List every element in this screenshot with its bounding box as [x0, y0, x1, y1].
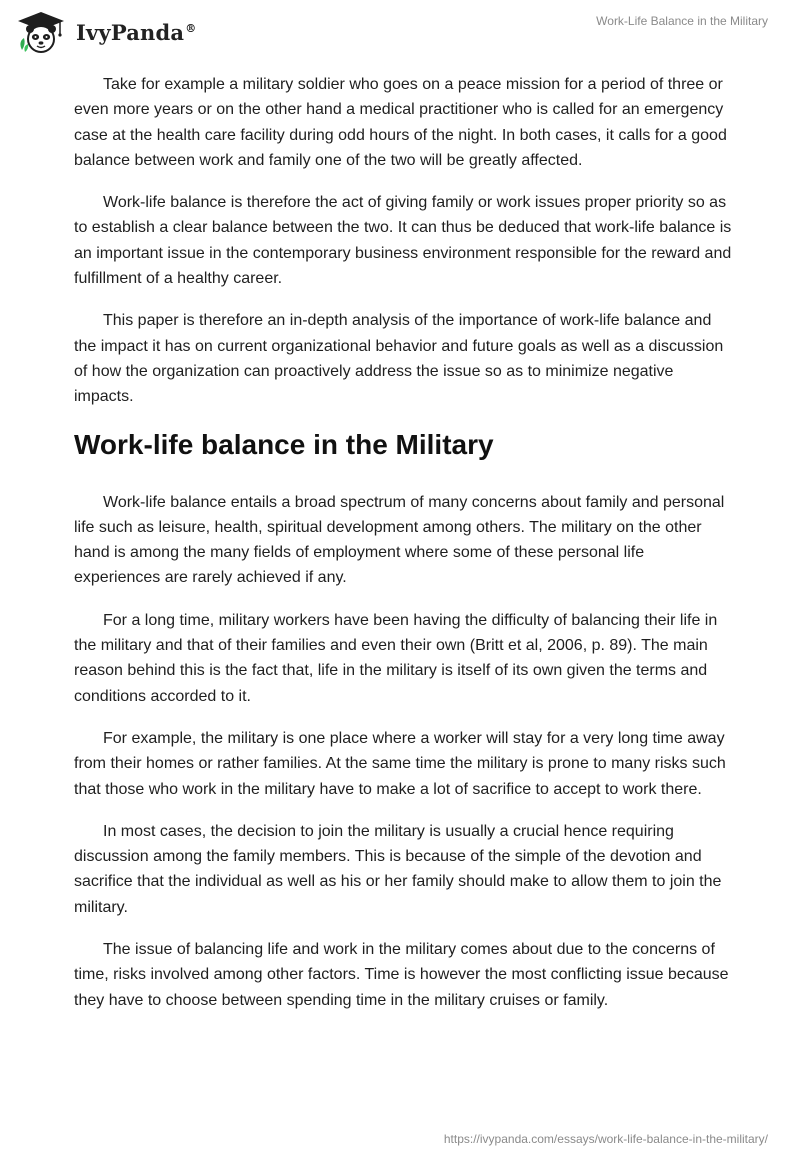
article-body — [74, 72, 734, 1030]
brand-name: IvyPanda® — [76, 19, 197, 45]
paragraph: In most cases, the decision to join the military is usually a crucial hence requiring discussion among the family members. This is because of the simple of the devotion and sacrifice that the individual as well as his or her family should make to allow them to join the military. — [74, 822, 722, 916]
page-header — [0, 0, 800, 64]
paragraph: The issue of balancing life and work in the military comes about due to the concerns of time, risks involved among other factors. Time is however the most conflicting issue because they have to choose between spending time in the military cruises or family. — [74, 941, 729, 1009]
section-heading: Work-life balance in the Military — [74, 428, 494, 460]
paragraph: For example, the military is one place where a worker will stay for a very long time away from their homes or rather families. At the same time the military is prone to many risks such that those who work in the military have to make a lot of sacrifice to accept to work there. — [74, 729, 726, 798]
source-url[interactable]: https://ivypanda.com/essays/work-life-balance-in-the-military/ — [443, 1132, 768, 1146]
document-title: Work-Life Balance in the Military — [596, 14, 768, 28]
panda-logo-icon — [16, 10, 66, 54]
paragraph: This paper is therefore an in-depth analysis of the importance of work-life balance and the impact it has on current organizational behavior and future goals as well as a discussion of how the organization can proactively address the issue so as to minimize negative impacts. — [74, 312, 724, 406]
paragraph: For a long time, military workers have been having the difficulty of balancing their life in the military and that of their families and even their own (Britt et al, 2006, p. 89). The main reason behind this is the fact that, life in the military is itself of its own given the terms and conditions accorded to it. — [74, 611, 718, 705]
paragraph: Work-life balance is therefore the act of giving family or work issues proper priority so as to establish a clear balance between the two. It can thus be deduced that work-life balance is an important issue in the contemporary business environment responsible for the reward and fulfillment of a healthy career. — [74, 194, 732, 288]
paragraph: Take for example a military soldier who goes on a peace mission for a period of three or even more years or on the other hand a medical practitioner who is called for an emergency case at the health care facility during odd hours of the night. In both cases, it calls for a good balance between work and family one of the two will be greatly affected. — [74, 76, 727, 169]
paragraph: Work-life balance entails a broad spectrum of many concerns about family and personal life such as leisure, health, spiritual development among others. The military on the other hand is among the many fields of employment where some of these personal life experiences are rarely achieved if any. — [74, 493, 725, 587]
logo[interactable] — [16, 10, 196, 54]
